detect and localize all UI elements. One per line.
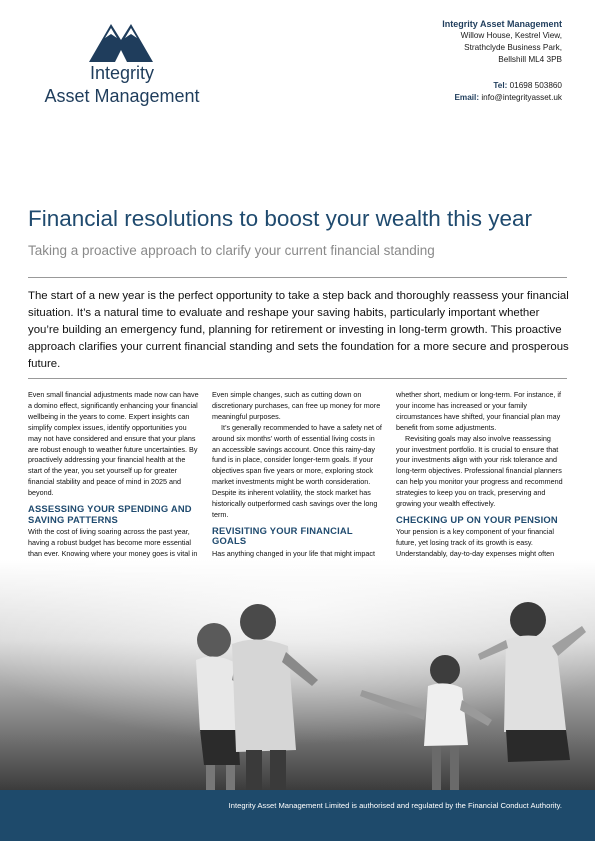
footer-bar — [0, 790, 595, 841]
logo-text-line2: Asset Management — [44, 86, 200, 106]
address-line-3: Bellshill ML4 3PB — [498, 55, 562, 64]
divider-bottom — [28, 378, 567, 379]
article-intro: The start of a new year is the perfect opportunity to take a step back and thoroughly reassess your financial situation. It’s a natural time to evaluate and reshape your saving habits, particularly important whether you’re building an emergency fund, planning for retirement or investing in long-term growth. This proactive approach clarifies your current financial standing and sets the foundation for a more secure and prosperous future. — [28, 290, 569, 370]
telephone-line — [442, 80, 562, 92]
tel-label: Tel: — [493, 81, 508, 90]
col2-paragraph-2: It’s generally recommended to have a safety net of around six months’ worth of essential living costs in an accessible savings account. Once this rainy-day fund is in place, consider longer-term goals. If your objectives span five years or more, exploring stock market investments might be worth consideration. Despite its inherent volatility, the stock market has historically outperformed cash savings over the long term. — [212, 422, 382, 519]
logo-text-line1: Integrity — [89, 63, 155, 83]
heading-financial-goals: REVISITING YOUR FINANCIAL GOALS — [212, 524, 353, 547]
col2-paragraph-3: Has anything changed in your life that might impact — [212, 548, 376, 558]
family-beach-photo — [0, 560, 595, 790]
col3-paragraph-2: Revisiting goals may also involve reassessing your investment portfolio. It is crucial to ensure that your investments align with your risk tolerance and long-term objectives. Professional financial planners can help you monitor your progress and recommend strategies to keep you on track, preserving and growing your wealth effectively. — [396, 433, 563, 509]
col3-paragraph-3: Your pension is a key component of your financial future, yet losing track of its growth is easy. Understandably, day-to-day expenses might often — [396, 527, 555, 559]
col1-paragraph-2: With the cost of living soaring across the past year, having a robust budget has become more essential than ever. Knowing where your money goes is vital in — [28, 527, 198, 558]
divider-top — [28, 277, 567, 278]
contact-block — [442, 18, 562, 104]
email-line — [442, 92, 562, 104]
address-line-1: Willow House, Kestrel View, — [460, 31, 562, 40]
heading-pension: CHECKING UP ON YOUR PENSION — [396, 513, 558, 525]
column-2 — [212, 390, 384, 582]
email-address[interactable]: info@integrityasset.uk — [481, 93, 562, 102]
article-title: Financial resolutions to boost your wealth this year — [28, 206, 533, 231]
column-3 — [396, 390, 566, 582]
tel-number[interactable]: 01698 503860 — [509, 81, 562, 90]
email-label: Email: — [454, 93, 480, 102]
company-logo — [22, 18, 222, 110]
col2-paragraph-1: Even simple changes, such as cutting down on discretionary purchases, can free up money for more meaningful purposes. — [212, 390, 381, 421]
column-1 — [28, 390, 200, 582]
address-line-2: Strathclyde Business Park, — [464, 43, 562, 52]
regulatory-notice: Integrity Asset Management Limited is authorised and regulated by the Financial Conduct Authority. — [228, 801, 562, 810]
col1-paragraph-1: Even small financial adjustments made now can have a domino effect, significantly enhancing your financial wellbeing in the years to come. Expert insights can simplify complex issues, identify opportunities you may not have considered and ensure that your plans are robust enough to weather future uncertainties. By proactively addressing your financial health at the start of the year, you set yourself up for greater financial stability and peace of mind in 2025 and beyond. — [28, 390, 199, 498]
col3-paragraph-1: whether short, medium or long-term. For instance, if your income has increased or your family circumstances have shifted, your financial plan may benefit from some adjustments. — [396, 390, 561, 432]
mountain-logo-icon — [89, 18, 153, 62]
heading-spending-saving: ASSESSING YOUR SPENDING AND SAVING PATTERNS — [28, 503, 192, 525]
article-subtitle: Taking a proactive approach to clarify your current financial standing — [28, 243, 435, 258]
contact-company-name: Integrity Asset Management — [442, 19, 562, 29]
